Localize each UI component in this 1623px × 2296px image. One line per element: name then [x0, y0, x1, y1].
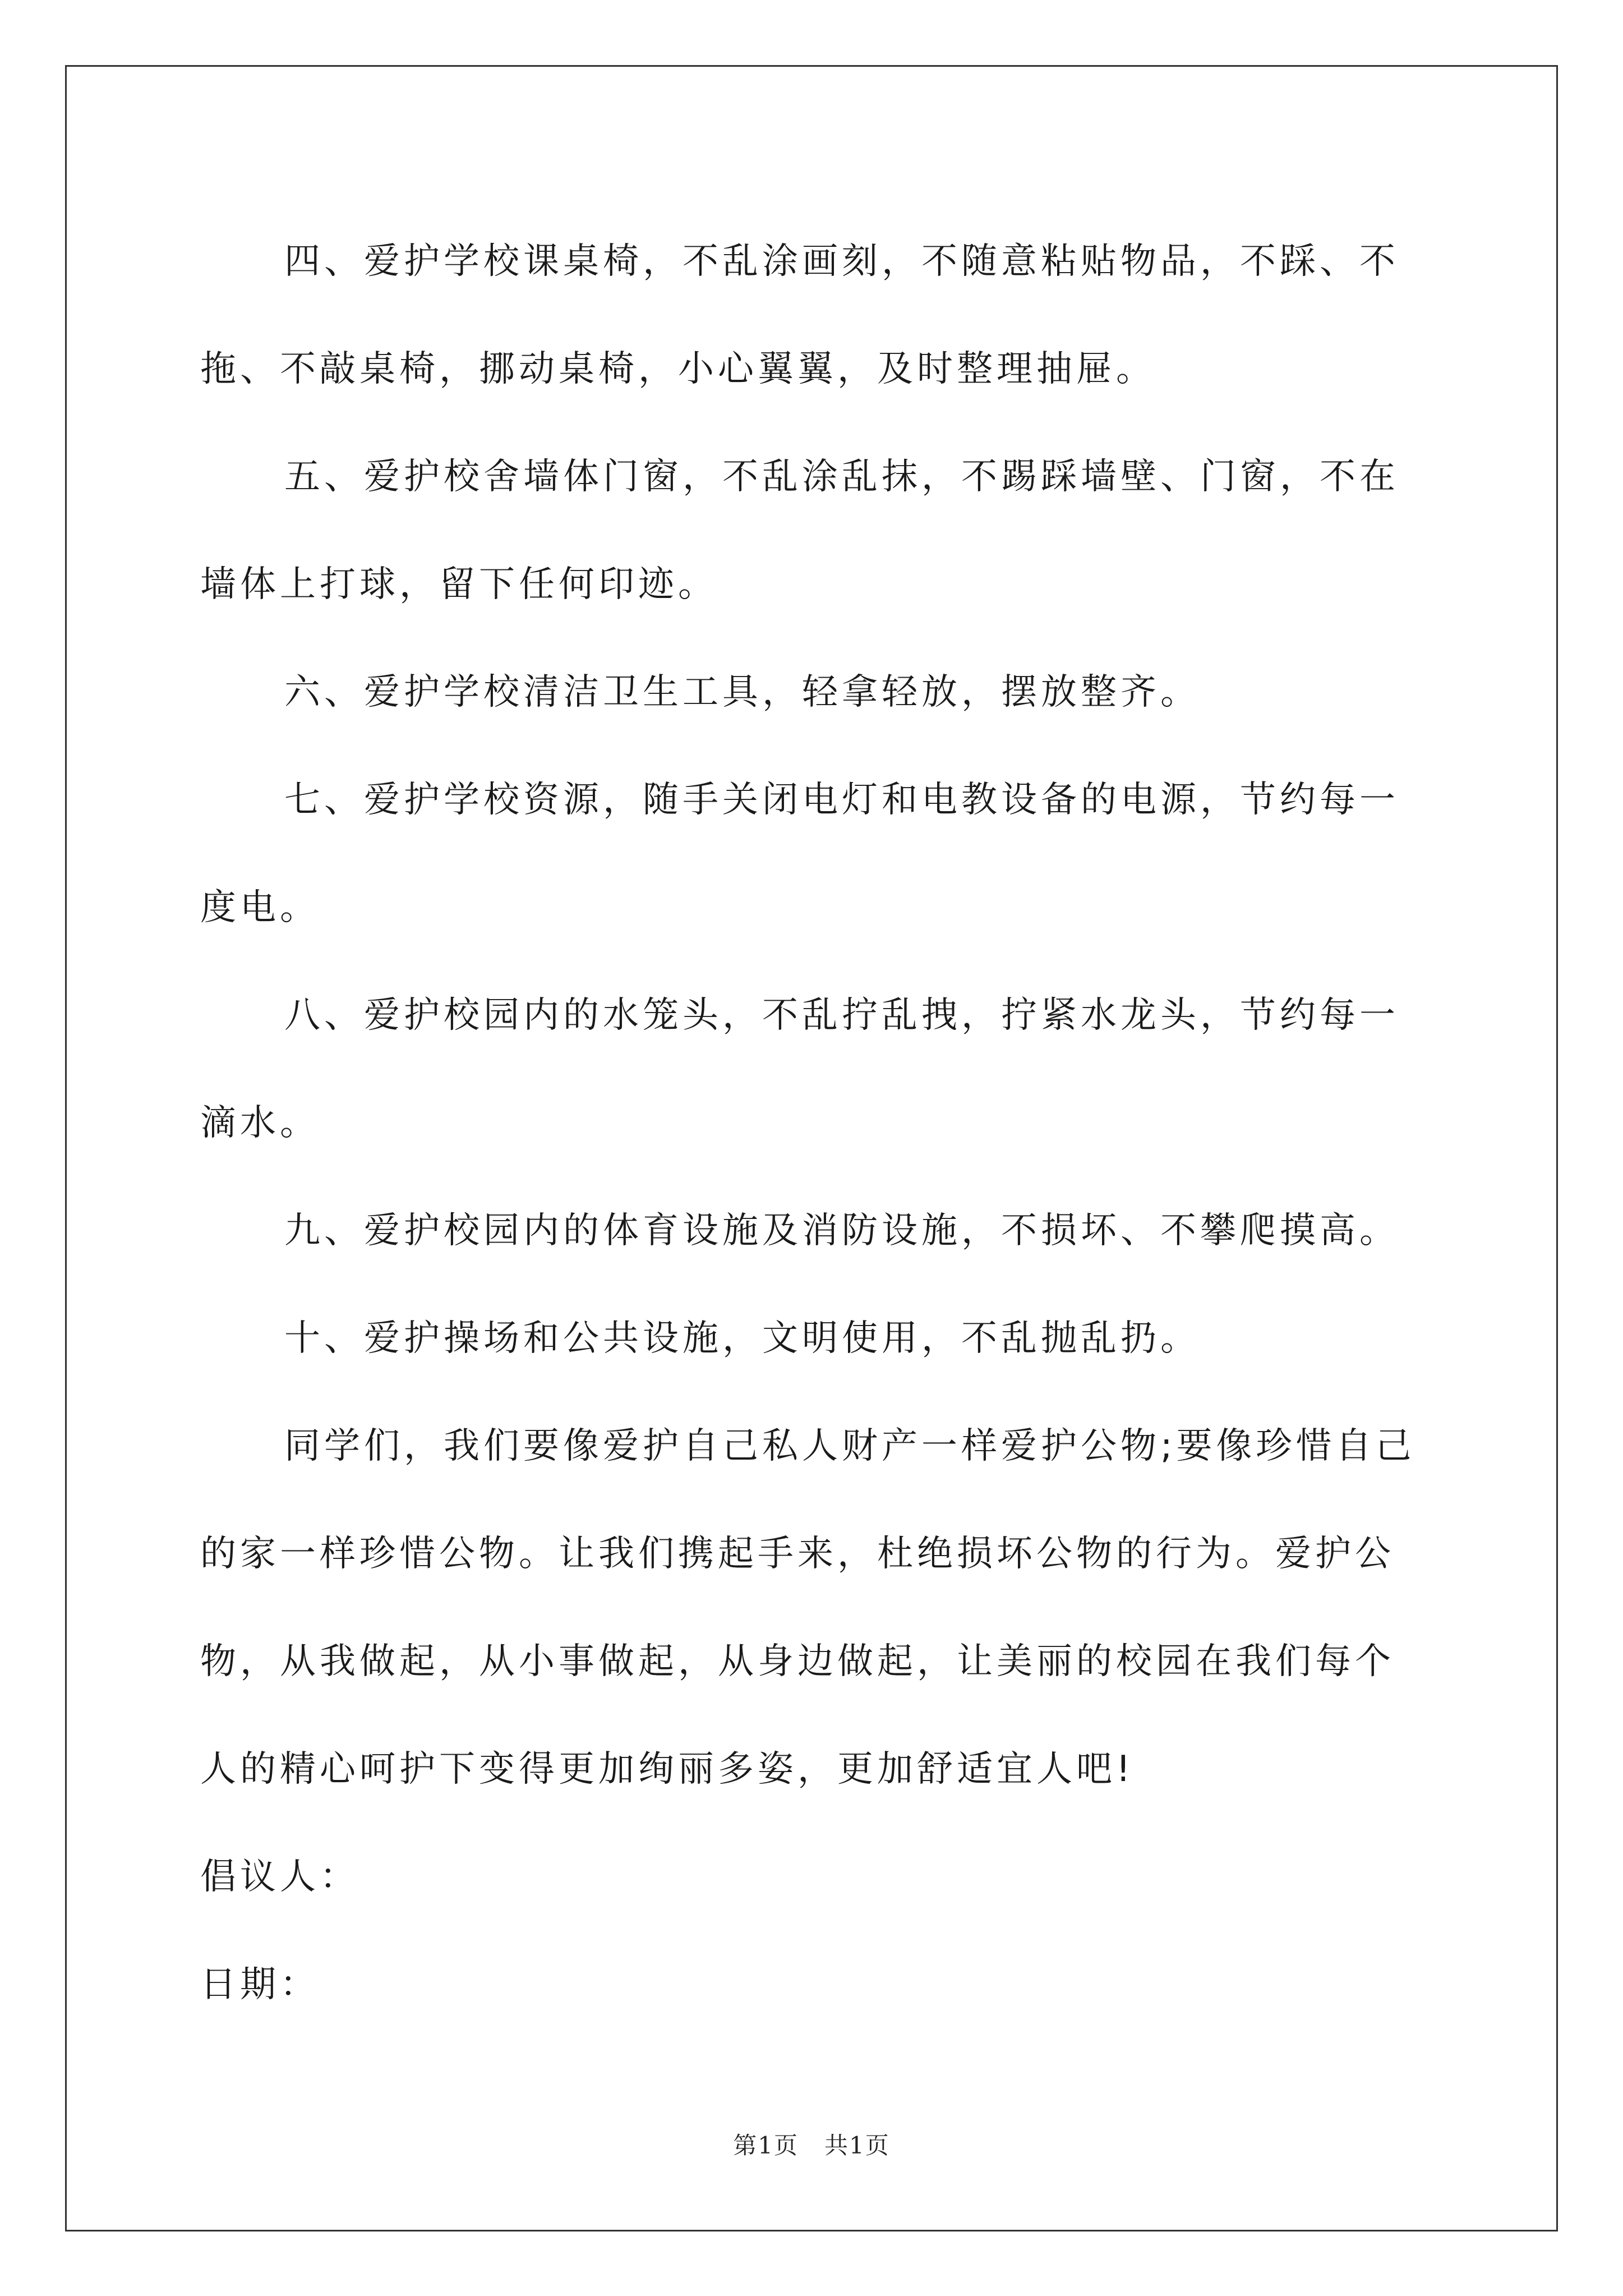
page-number-total: 共1页 [824, 2132, 890, 2159]
page-number-current: 第1页 [733, 2132, 799, 2159]
paragraph-5: 五、爱护校舍墙体门窗，不乱涂乱抹，不踢踩墙壁、门窗，不在墙体上打球，留下任何印迹。 [200, 456, 1399, 605]
paragraph-6: 六、爱护学校清洁卫生工具，轻拿轻放，摆放整齐。 [284, 671, 1200, 713]
closing-paragraph: 同学们，我们要像爱护自己私人财产一样爱护公物;要像珍惜自己的家一样珍惜公物。让我们携起手来，杜绝损坏公物的行为。爱护公物，从我做起，从小事做起，从身边做起，让美丽的校园在我们每个人的精心呵护下变得更加绚丽多姿，更加舒适宜人吧! [200, 1425, 1415, 1790]
page-footer [0, 2127, 1623, 2161]
paragraph-4: 四、爱护学校课桌椅，不乱涂画刻，不随意粘贴物品，不踩、不拖、不敲桌椅，挪动桌椅，小心翼翼，及时整理抽屉。 [200, 241, 1399, 390]
paragraph-7: 七、爱护学校资源，随手关闭电灯和电教设备的电源，节约每一度电。 [200, 779, 1399, 928]
document-body [200, 208, 1434, 2039]
paragraph-8: 八、爱护校园内的水笼头，不乱拧乱拽，拧紧水龙头，节约每一滴水。 [200, 995, 1399, 1144]
date-label: 日期： [200, 1964, 320, 2005]
paragraph-10: 十、爱护操场和公共设施，文明使用，不乱抛乱扔。 [284, 1318, 1200, 1359]
proposer-label: 倡议人： [200, 1856, 359, 1898]
paragraph-9: 九、爱护校园内的体育设施及消防设施，不损坏、不攀爬摸高。 [284, 1210, 1399, 1251]
